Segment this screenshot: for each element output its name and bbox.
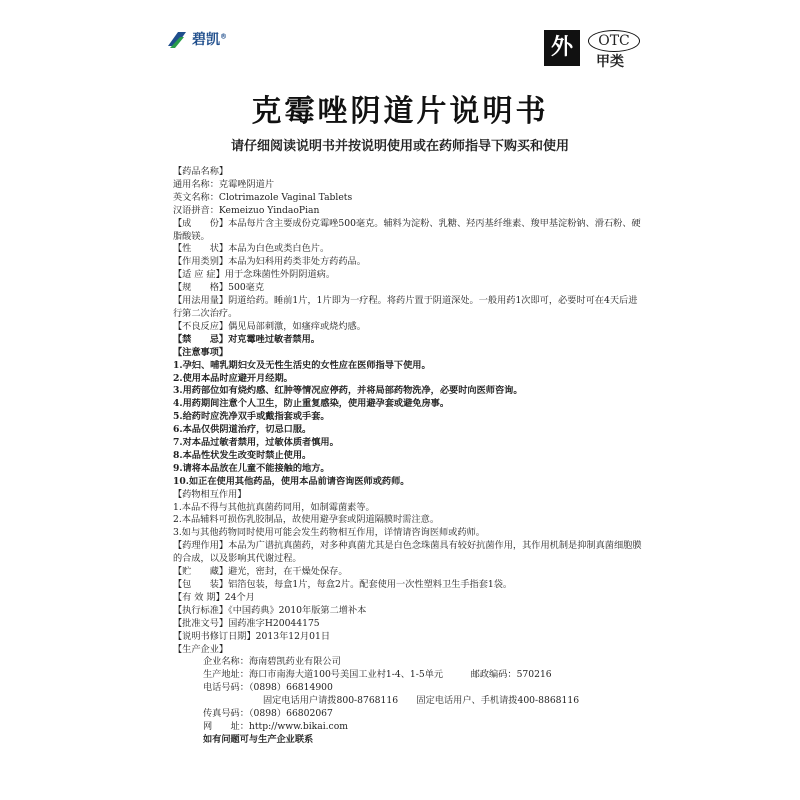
brand-logo bbox=[166, 28, 227, 50]
interaction-item: 1.本品不得与其他抗真菌药同用，如制霉菌素等。 bbox=[173, 501, 375, 513]
storage: 【贮 藏】避光，密封，在干燥处保存。 bbox=[173, 566, 348, 578]
precaution-item: 2.使用本品时应避开月经期。 bbox=[173, 372, 293, 384]
precaution-item: 4.用药期间注意个人卫生，防止重复感染，使用避孕套或避免房事。 bbox=[173, 398, 450, 410]
document-title: 克霉唑阴道片说明书 bbox=[251, 94, 549, 129]
validity: 【有 效 期】24个月 bbox=[173, 591, 255, 603]
document-subtitle: 请仔细阅读说明书并按说明使用或在药师指导下购买和使用 bbox=[230, 139, 569, 154]
english-name: 英文名称：Clotrimazole Vaginal Tablets bbox=[173, 191, 353, 203]
hotline: 固定电话用户请拨800-8768116 固定电话用户、手机请拨400-8868116 bbox=[263, 695, 580, 707]
indication: 【适 应 症】用于念珠菌性外阴阴道病。 bbox=[173, 269, 336, 281]
otc-category-label: 甲类 bbox=[596, 54, 624, 70]
approval-number: 【批准文号】国药准字H20044175 bbox=[173, 617, 320, 629]
precautions-header: 【注意事项】 bbox=[173, 346, 229, 358]
composition: 【成 份】本品每片含主要成份克霉唑500毫克。辅料为淀粉、乳糖、羟丙基纤维素、羧甲基淀粉钠、滑石粉、硬脂酸镁。 bbox=[173, 217, 641, 242]
company-address: 生产地址：海口市南海大道100号美国工业村1-4、1-5单元 邮政编码：570216 bbox=[203, 669, 552, 681]
drug-name-header: 【药品名称】 bbox=[173, 166, 229, 177]
appearance: 【性 状】本品为白色或类白色片。 bbox=[173, 243, 330, 255]
manufacturer-header: 【生产企业】 bbox=[173, 643, 229, 655]
pinyin-name: 汉语拼音：Kemeizuo YindaoPian bbox=[173, 204, 320, 216]
otc-badge: OTC bbox=[588, 30, 640, 52]
external-use-badge: 外 bbox=[544, 30, 580, 66]
company-fax: 传真号码：（0898）66802067 bbox=[203, 708, 333, 720]
interaction-item: 3.如与其他药物同时使用可能会发生药物相互作用，详情请咨询医师或药师。 bbox=[173, 527, 485, 539]
interactions-header: 【药物相互作用】 bbox=[173, 488, 247, 500]
precaution-item: 7.对本品过敏者禁用，过敏体质者慎用。 bbox=[173, 437, 339, 449]
precaution-item: 3.用药部位如有烧灼感、红肿等情况应停药，并将局部药物洗净，必要时向医师咨询。 bbox=[173, 385, 523, 397]
specification: 【规 格】500毫克 bbox=[173, 282, 265, 294]
contact-note: 如有问题可与生产企业联系 bbox=[203, 733, 314, 745]
usage-dosage: 【用法用量】阴道给药。睡前1片，1片即为一疗程。将药片置于阴道深处。一般用药1次即可，必要时可在4天后进行第二次治疗。 bbox=[173, 295, 638, 319]
brand-name: 碧凯® bbox=[192, 32, 227, 48]
precaution-item: 10.如正在使用其他药品，使用本品前请咨询医师或药师。 bbox=[173, 475, 410, 487]
revision-date: 【说明书修订日期】2013年12月01日 bbox=[173, 630, 331, 642]
adverse-reactions: 【不良反应】偶见局部刺激，如瘙痒或烧灼感。 bbox=[173, 320, 366, 332]
standard: 【执行标准】《中国药典》2010年版第二增补本 bbox=[173, 604, 367, 616]
company-name: 企业名称：海南碧凯药业有限公司 bbox=[203, 656, 341, 668]
drug-category: 【作用类别】本品为妇科用药类非处方药药品。 bbox=[173, 256, 366, 268]
contraindications: 【禁 忌】对克霉唑过敏者禁用。 bbox=[173, 333, 320, 345]
precaution-item: 8.本品性状发生改变时禁止使用。 bbox=[173, 449, 312, 461]
company-website: 网 址：http://www.bikai.com bbox=[203, 720, 348, 732]
interaction-item: 2.本品辅料可损伤乳胶制品，故使用避孕套或阴道隔膜时需注意。 bbox=[173, 514, 440, 526]
precaution-item: 9.请将本品放在儿童不能接触的地方。 bbox=[173, 462, 330, 474]
leaflet-body bbox=[173, 166, 643, 747]
precaution-item: 5.给药时应洗净双手或戴指套或手套。 bbox=[173, 411, 330, 423]
packaging: 【包 装】铝箔包装，每盒1片，每盒2片。配套使用一次性塑料卫生手指套1袋。 bbox=[173, 579, 513, 590]
brand-logo-icon bbox=[166, 28, 188, 50]
precaution-item: 1.孕妇、哺乳期妇女及无性生活史的女性应在医师指导下使用。 bbox=[173, 359, 431, 371]
pharmacology: 【药理作用】本品为广谱抗真菌药，对多种真菌尤其是白色念珠菌具有较好抗菌作用，其作用机制是抑制真菌细胞膜的合成，以及影响其代谢过程。 bbox=[173, 540, 642, 565]
precaution-item: 6.本品仅供阴道治疗，切忌口服。 bbox=[173, 424, 312, 436]
company-phone: 电话号码：（0898）66814900 bbox=[203, 682, 333, 694]
generic-name: 通用名称：克霉唑阴道片 bbox=[173, 178, 275, 190]
